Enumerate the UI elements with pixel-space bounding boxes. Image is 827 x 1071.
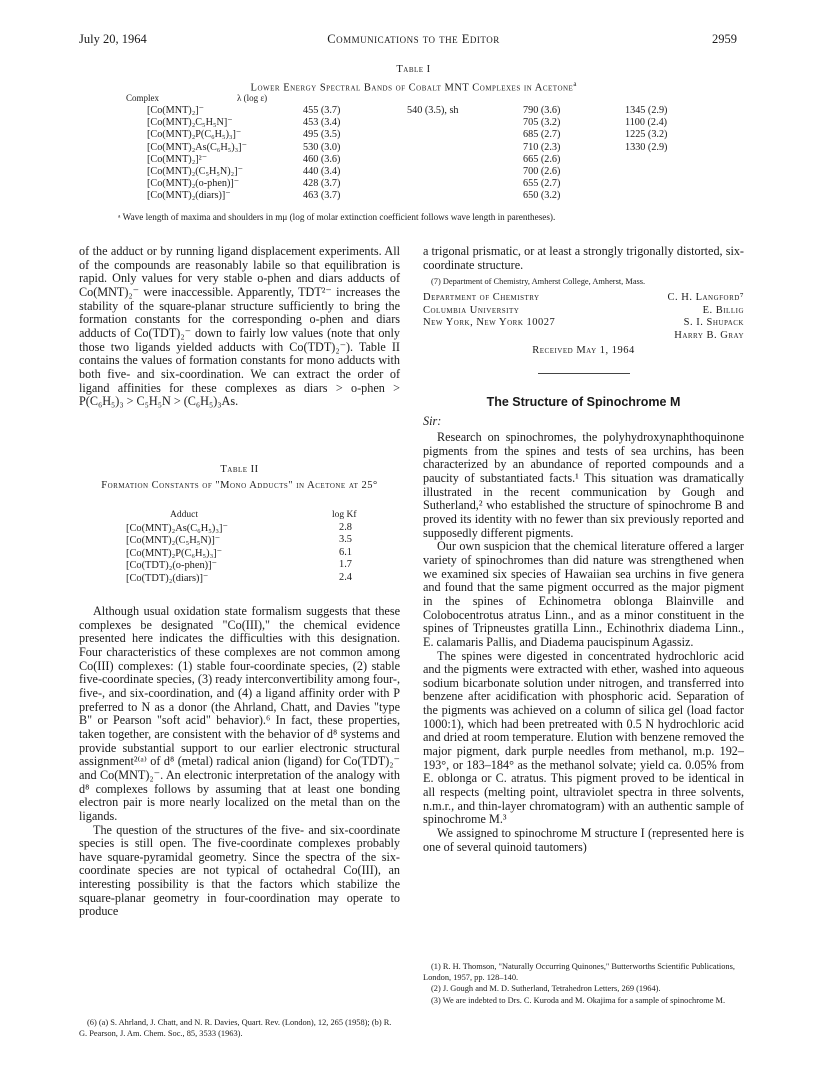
table-2-col-k: log Kf (332, 510, 357, 520)
table-2-cell-adduct: [Co(TDT)₂(diars)]⁻ (126, 572, 209, 584)
table-1-title (0, 80, 827, 94)
table-1-cell-complex: [Co(MNT)₂C₅H₅N]⁻ (147, 117, 233, 129)
affiliation (423, 292, 555, 330)
table-1-cell-band: 460 (3.6) (303, 153, 341, 165)
table-1-cell-band: 650 (3.2) (523, 190, 561, 202)
table-1-cell-band: 428 (3.7) (303, 178, 341, 190)
table-1-col-lambda: λ (log ε) (237, 93, 268, 103)
table-2-cell-adduct: [Co(MNT)₂As(C₆H₅)₃]⁻ (126, 523, 228, 534)
left-column-lower (79, 605, 400, 919)
table-1-cell-complex: [Co(MNT)₂(diars)]⁻ (147, 190, 231, 202)
table-1-cell-complex: [Co(MNT)₂As(C₆H₅)₃]⁻ (147, 141, 247, 153)
table-1-label: Table I (396, 64, 431, 75)
table-2-label: Table II (220, 464, 259, 475)
right-column-body (423, 431, 744, 854)
table-1-cell-band: 1225 (3.2) (625, 129, 668, 141)
table-2-cell-adduct: [Co(MNT)₂P(C₆H₅)₃]⁻ (126, 547, 223, 559)
footnote-1: (1) R. H. Thomson, "Naturally Occurring Quinones," Butterworths Scientific Publications, London, 1957, pp. 128–140. (423, 962, 735, 982)
affiliation-line-3: New York, New York 10027 (423, 317, 556, 328)
table-1-footnote: ᵃ Wave length of maxima and shoulders in mμ (log of molar extinction coefficient follows wave length in parentheses). (118, 212, 556, 222)
table-1-title-text: Lower Energy Spectral Bands of Cobalt MNT Complexes in Acetone (250, 82, 574, 94)
table-1-cell-band: 710 (2.3) (523, 141, 561, 153)
left-paragraph-3: The question of the structures of the five- and six-coordinate species is still open. The five-coordinate complexes probably have square-pyramidal geometry. Since the spectra of the six-coordinate species are not typical of octahedral Co(III), an interesting possibility is that the factors which stabilize the square-planar geometry in four-coordination may operate to produce (79, 822, 400, 919)
left-column (79, 245, 400, 409)
author-1: C. H. Langford⁷ (667, 292, 744, 303)
footnote-7 (423, 277, 744, 289)
table-2-cell-log-k: 1.7 (339, 559, 352, 571)
footnote-6 (79, 1018, 400, 1040)
table-1-cell-band: 453 (3.4) (303, 117, 341, 129)
table-1-cell-band: 685 (2.7) (523, 129, 561, 141)
table-1-cell-band: 495 (3.5) (303, 129, 341, 141)
table-1-cell-band: 440 (3.4) (303, 166, 341, 177)
footnote-7-text: (7) Department of Chemistry, Amherst College, Amherst, Mass. (431, 277, 646, 286)
table-1-cell-band: 1345 (2.9) (625, 105, 668, 116)
table-1 (0, 0, 827, 230)
running-header-date: July 20, 1964 (79, 32, 147, 46)
salutation: Sir: (423, 414, 442, 428)
table-1-cell-band: 665 (2.6) (523, 153, 561, 165)
author-4: Harry B. Gray (674, 329, 744, 341)
affiliation-line-1: Department of Chemistry (423, 292, 540, 303)
right-paragraph-1: a trigonal prismatic, or at least a strongly trigonally distorted, six-coordinate structure. (423, 244, 744, 272)
article-title: The Structure of Spinochrome M (486, 395, 681, 409)
author-list (600, 292, 744, 342)
right-footnotes (423, 962, 744, 1007)
right-paragraph-2: Research on spinochromes, the polyhydroxynaphthoquinone pigments from the spines and tests of sea urchins, has been characterized by an abundance of reported compounds and a paucity of substantiated facts.¹ This situation was dramatically illustrated in the recent communication by Gough and Sutherland,² who established the structure of spinochrome B and proved its identity with no fewer than six previously reported and supposedly different pigments. (423, 430, 744, 540)
left-paragraph-1: of the adduct or by running ligand displacement experiments. All of the compounds are reasonably labile so that equilibration is rapid. Only values for very stable o-phen and diars adducts of Co(MNT)₂⁻ were inaccessible. Apparently, TDT²⁻ increases the stability of the square-planar structure sufficiently to bring the formation constants for the corresponding o-phen and diars adducts of Co(TDT)₂⁻ down to fairly low values (note that only those two ligands yielded adducts with Co(TDT)₂⁻). Table II contains the values of formation constants for mono adducts with both five- and six-coordination. We can extract the order of ligand affinities for these complexes as diars > o-phen > P(C₆H₅)₃ > C₅H₅N > (C₆H₅)₃As. (79, 244, 400, 409)
table-1-cell-complex: [Co(MNT)₂]⁻ (147, 105, 205, 116)
table-2-title: Formation Constants of "Mono Adducts" in Acetone at 25° (101, 480, 378, 491)
table-1-cell-complex: [Co(MNT)₂(o-phen)]⁻ (147, 178, 240, 190)
received-date: Received May 1, 1964 (532, 345, 635, 356)
right-paragraph-4: The spines were digested in concentrated hydrochloric acid and the pigments were extracted with ether, washed into aqueous sodium bicarbonate solution under nitrogen, and transferred into benzene after acidification with phosphoric acid. Separation of the pigments was achieved on a column of silica gel (load factor 1000:1), which had been pretreated with 0.5 N hydrochloric acid and dried at room temperature. Elution with benzene removed the major pigment, dark purple needles from methanol, m.p. 192–193°, or 183–184° as the methanol solvate; yield ca. 0.05% from E. oblonga or C. atratus. This pigment proved to be identical in all respects (melting point, ultraviolet spectra in three solvents, n.m.r., and thin-layer chromatogram) with an authentic sample of spinochrome M.³ (423, 648, 744, 827)
table-2-col-adduct: Adduct (170, 510, 198, 520)
table-1-col-complex: Complex (126, 93, 159, 103)
table-1-cell-band: 540 (3.5), sh (407, 105, 459, 116)
table-1-cell-complex: [Co(MNT)₂P(C₆H₅)₃]⁻ (147, 129, 242, 141)
left-paragraph-2: Although usual oxidation state formalism suggests that these complexes be designated "Co(III)," the chemical evidence presented here indicates the difficulties with this designation. Four characteristics of these complexes are not common among Co(III) complexes: (1) stable four-coordinate species, (2) stable five-coordinate species, (3) ready interconvertibility among four-, five-, and six-coordination, and (4) a ligand affinity order with P preferred to N as a donor (the Ahrland, Chatt, and Davies "type B" or Pearson "soft acid" behavior).⁶ In fact, these properties, taken together, are consistent with the behavior of d⁸ systems and provide substantial support to our earlier electronic structural assignment²⁽ᵃ⁾ of d⁸ (metal) radical anion (ligand) for Co(TDT)₂⁻ and Co(MNT)₂⁻. An electronic interpretation of the analogy with d⁸ complexes follows by assuming that at least one bonding electron pair is more nearly localized on the metal than on the ligands. (79, 604, 400, 823)
table-1-cell-band: 455 (3.7) (303, 105, 341, 116)
table-2-cell-adduct: [Co(TDT)₂(o-phen)]⁻ (126, 560, 218, 572)
table-1-cell-complex: [Co(MNT)₂]²⁻ (147, 153, 208, 165)
footnote-2: (2) J. Gough and M. D. Sutherland, Tetrahedron Letters, 269 (1964). (431, 984, 661, 994)
table-2-cell-adduct: [Co(MNT)₂(C₅H₅N)]⁻ (126, 535, 221, 547)
table-1-cell-band: 463 (3.7) (303, 190, 341, 202)
right-paragraph-3: Our own suspicion that the chemical literature offered a larger variety of spinochromes than did nature was strengthened when we examined six species of Hawaiian sea urchins in five genera and found that the same pigment occurred as the major pigment in the spines of Echinometra oblonga Blainville and Colobocentrotus atratus Linn., and as a minor constituent in the spines of Tripneustes gratilla Linn., Echinothrix diadema Linn., E. calamaris Pallis, and Diadema paucispinum Agassiz. (423, 539, 744, 649)
table-2-cell-log-k: 6.1 (339, 546, 352, 558)
author-2: E. Billig (702, 304, 744, 316)
page-number: 2959 (712, 32, 737, 46)
table-2-cell-log-k: 3.5 (339, 534, 352, 546)
table-1-cell-band: 700 (2.6) (523, 166, 561, 177)
table-1-cell-band: 790 (3.6) (523, 105, 561, 116)
table-1-cell-band: 655 (2.7) (523, 178, 561, 190)
table-1-cell-band: 705 (3.2) (523, 117, 561, 129)
table-1-title-note-mark: a (573, 80, 577, 88)
author-3: S. I. Shupack (683, 317, 744, 328)
table-1-cell-band: 530 (3.0) (303, 141, 341, 153)
table-2-cell-log-k: 2.8 (339, 522, 352, 533)
right-column-top (423, 245, 744, 272)
affiliation-line-2: Columbia University (423, 304, 520, 316)
table-1-cell-complex: [Co(MNT)₂(C₅H₅N)₂]⁻ (147, 166, 243, 177)
running-header-section: Communications to the Editor (327, 32, 500, 46)
section-divider (538, 373, 630, 374)
footnote-6-text: (6) (a) S. Ahrland, J. Chatt, and N. R. Davies, Quart. Rev. (London), 12, 265 (1958); (b) R. G. Pearson, J. Am. Chem. Soc., 85, 3533 (1963). (79, 1018, 392, 1038)
table-1-cell-band: 1330 (2.9) (625, 141, 668, 153)
right-paragraph-5: We assigned to spinochrome M structure I (represented here is one of several quinoid tautomers) (423, 826, 744, 854)
footnote-3: (3) We are indebted to Drs. C. Kuroda and M. Okajima for a sample of spinochrome M. (431, 995, 726, 1005)
table-2-cell-log-k: 2.4 (339, 571, 352, 583)
table-1-cell-band: 1100 (2.4) (625, 117, 668, 129)
